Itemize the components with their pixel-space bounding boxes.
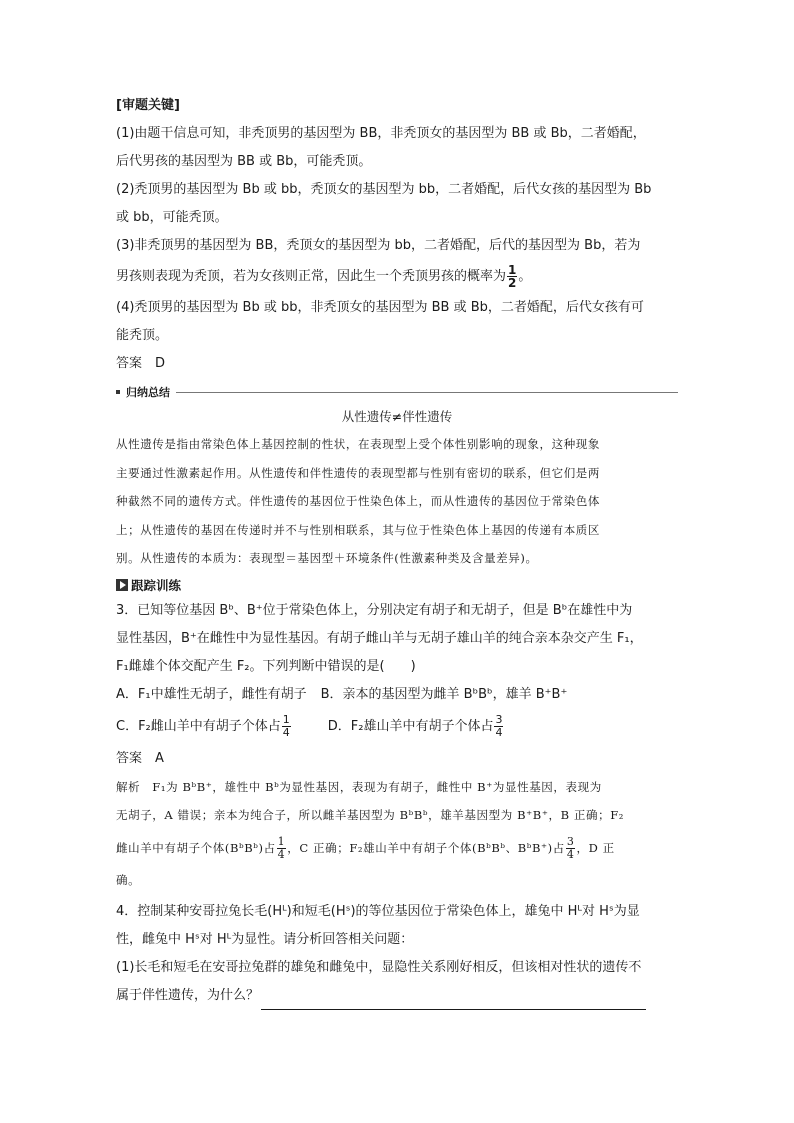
key-point-2-line-1: (2)秃顶男的基因型为 Bb 或 bb，秃顶女的基因型为 bb，二者婚配，后代女孩的基因型为 Bb [116,182,652,197]
fraction-denominator: 2 [508,276,517,290]
explanation-fraction-2 [566,836,576,861]
summary-line-3: 种截然不同的遗传方式。伴性遗传的基因位于性染色体上，而从性遗传的基因位于常染色体 [116,494,600,508]
option-d: D．F₂雄山羊中有胡子个体占 [327,718,494,734]
summary-header [116,382,678,402]
explanation-fraction-1 [277,836,287,861]
question-3-explanation-1: 解析 F₁为 BᵇB⁺，雄性中 Bᵇ为显性基因，表现为有胡子，雌性中 B⁺为显性基因，表现为 [116,779,602,794]
question-3-explanation-4: 确。 [116,872,141,887]
option-b: B．亲本的基因型为雌羊 BᵇBᵇ，雄羊 B⁺B⁺ [320,686,568,702]
question-4-line-3: (1)长毛和短毛在安哥拉兔群的雄兔和雌兔中，显隐性关系刚好相反，但该相对性状的遗传不 [116,960,642,975]
probability-fraction [507,264,517,289]
summary-title: 从性遗传≠伴性遗传 [341,409,453,424]
key-point-4-line-1: (4)秃顶男的基因型为 Bb 或 bb，非秃顶女的基因型为 BB 或 Bb，二者婚配，后代女孩有可 [116,300,644,315]
summary-line-4: 上；从性遗传的基因在传递时并不与性别相联系，其与位于性染色体上基因的传递有本质区 [116,522,600,537]
summary-line-2: 主要通过性激素起作用。从性遗传和伴性遗传的表现型都与性别有密切的联系，但它们是两 [116,465,600,480]
fraction-numerator: 3 [566,835,575,848]
key-section-title: [审题关键] [116,98,180,113]
option-c-fraction [282,714,291,739]
key-point-2-line-2: 或 bb，可能秃顶。 [116,210,228,225]
track-training-label: 跟踪训练 [131,577,182,593]
fraction-denominator: 4 [282,725,290,739]
question-3-line-3: F₁雌雄个体交配产生 F₂。下列判断中错误的是( ) [116,658,416,674]
key-point-3-end: 。 [518,269,532,284]
question-4-text: 属于伴性遗传，为什么？ [116,988,260,1003]
fraction-denominator: 4 [566,848,575,861]
key-point-1-line-1: (1)由题干信息可知，非秃顶男的基因型为 BB，非秃顶女的基因型为 BB 或 Bb，二者婚配， [116,126,646,141]
option-a: A．F₁中雄性无胡子，雌性有胡子 [116,686,307,702]
question-3-options-cd [116,709,678,745]
question-4-line-1: 4．控制某种安哥拉兔长毛(Hᴸ)和短毛(Hˢ)的等位基因位于常染色体上，雄兔中 Hᴸ对 Hˢ为显 [116,904,640,919]
answer-blank[interactable] [261,991,646,1010]
fraction-numerator: 1 [508,263,517,277]
option-d-fraction [494,714,503,739]
question-3-options-ab [116,681,678,709]
summary-label: 归纳总结 [126,386,170,399]
question-3-line-2: 显性基因，B⁺在雌性中为显性基因。有胡子雌山羊与无胡子雄山羊的纯合亲本杂交产生 F₁， [116,630,643,646]
key-point-3-line-2 [116,260,678,294]
key-point-1-line-2: 后代男孩的基因型为 BB 或 Bb，可能秃顶。 [116,154,372,169]
summary-line-5: 别。从性遗传的本质为：表现型＝基因型＋环境条件(性激素种类及含量差异)。 [116,551,538,565]
explanation-text: ，C 正确；F₂雄山羊中有胡子个体(BᵇBᵇ、BᵇB⁺)占 [287,840,565,855]
question-3-answer: 答案 A [116,750,164,766]
explanation-text: 雌山羊中有胡子个体(BᵇBᵇ)占 [116,840,276,855]
fraction-numerator: 1 [277,835,286,848]
explanation-text: ，D 正 [576,840,615,855]
bullet-icon [116,390,120,394]
question-3-explanation-2: 无胡子，A 错误；亲本为纯合子，所以雌羊基因型为 BᵇBᵇ，雄羊基因型为 B⁺B⁺，B 正确；F₂ [116,808,625,822]
key-point-3-text: 男孩则表现为秃顶，若为女孩则正常，因此生一个秃顶男孩的概率为 [116,269,507,284]
play-icon [116,579,128,591]
track-training-header [116,573,678,597]
fraction-denominator: 4 [495,725,503,739]
question-3-line-1: 3．已知等位基因 Bᵇ、B⁺位于常染色体上，分别决定有胡子和无胡子，但是 Bᵇ在雄性中为 [116,602,633,618]
summary-divider [176,392,678,393]
fraction-numerator: 1 [282,712,290,726]
fraction-numerator: 3 [495,712,503,726]
key-point-3-line-1: (3)非秃顶男的基因型为 BB，秃顶女的基因型为 bb，二者婚配，后代的基因型为 Bb，若为 [116,238,641,253]
document-page [116,92,678,1010]
fraction-denominator: 4 [277,848,286,861]
question-4-line-4 [116,982,678,1010]
option-c: C．F₂雌山羊中有胡子个体占 [116,718,281,734]
key-answer: 答案 D [116,356,166,371]
key-point-4-line-2: 能秃顶。 [116,328,169,343]
summary-line-1: 从性遗传是指由常染色体上基因控制的性状，在表现型上受个体性别影响的现象，这种现象 [116,437,600,451]
question-4-line-2: 性，雌兔中 Hˢ对 Hᴸ为显性。请分析回答相关问题： [116,932,414,947]
question-3-explanation-3 [116,830,678,866]
